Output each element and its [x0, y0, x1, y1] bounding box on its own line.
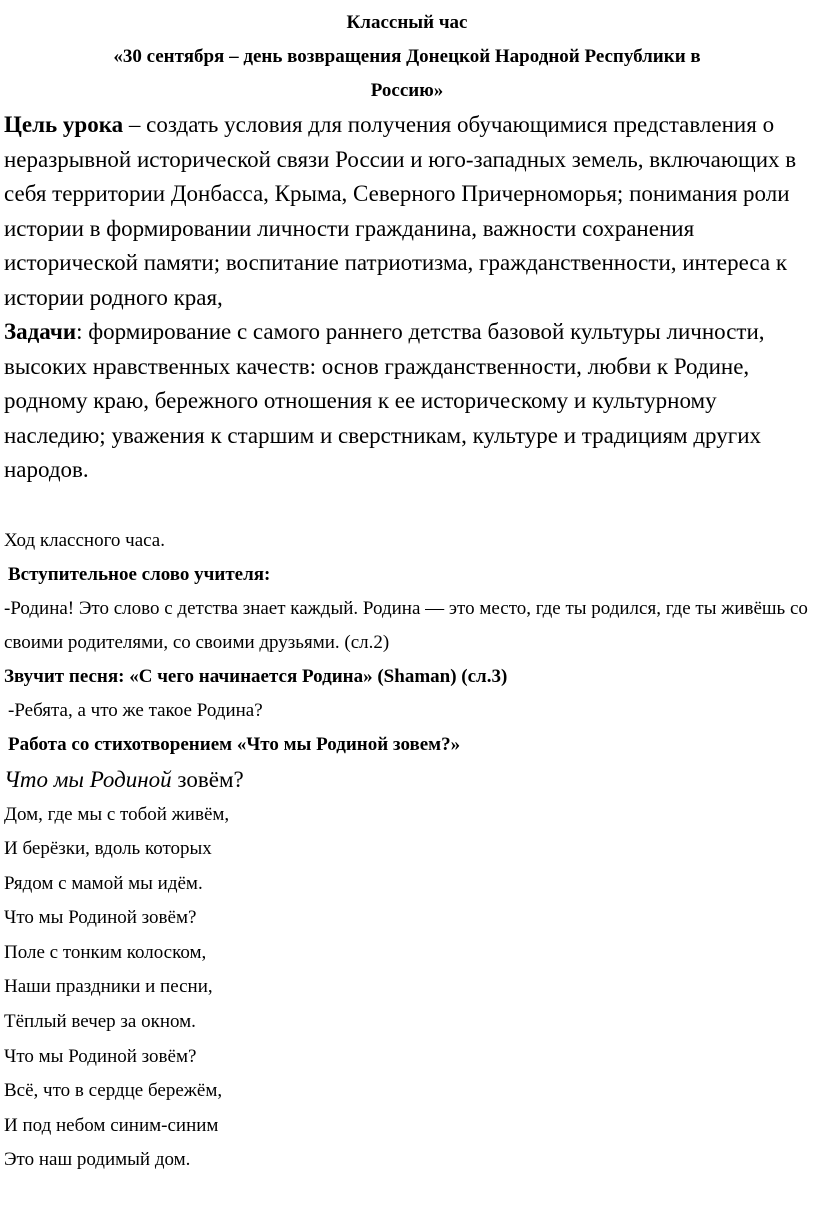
goal-label: Цель урока — [4, 112, 124, 137]
poem-title-rest: зовём? — [171, 766, 244, 792]
tasks-label: Задачи — [4, 319, 77, 344]
poem-title-italic: Что мы Родиной — [4, 766, 172, 792]
intro-text: -Родина! Это слово с детства знает каждый. Родина — это место, где ты родился, где ты живёшь со своими родителями, со своими друзьями. (сл.2) — [4, 597, 808, 653]
poem-line: Что мы Родиной зовём? — [4, 1045, 197, 1067]
tasks-text: : формирование с самого раннего детства базовой культуры личности, высоких нравственных качеств: основ гражданственности, любви к Родине, родному краю, бережного отношения к ее историческому и культурному наследию; уважения к старшим и сверстникам, культуре и традициям других народов. — [4, 319, 765, 482]
poem-line: Это наш родимый дом. — [4, 1149, 191, 1171]
poem-line: Тёплый вечер за окном. — [4, 1011, 196, 1033]
tasks-paragraph — [4, 315, 816, 488]
doc-title-line-1: Классный час — [346, 12, 468, 33]
poem-line: И берёзки, вдоль которых — [4, 838, 212, 860]
poem-title — [4, 762, 816, 798]
question-line: -Ребята, а что же такое Родина? — [8, 699, 263, 721]
poem-line: И под небом синим-синим — [4, 1114, 219, 1136]
poem-line: Поле с тонким колоском, — [4, 941, 207, 963]
goal-paragraph — [4, 108, 816, 315]
intro-heading: Вступительное слово учителя: — [8, 563, 271, 585]
blank-line — [4, 488, 816, 524]
doc-title-line-3: Россию» — [370, 80, 444, 101]
poem-line: Всё, что в сердце бережём, — [4, 1080, 223, 1102]
poem-body — [4, 798, 816, 1179]
doc-title-line-2: «30 сентября – день возвращения Донецкой Народной Республики в — [113, 46, 701, 67]
goal-text: – создать условия для получения обучающимися представления о неразрывной исторической связи России и юго-западных земель, включающих в себя территории Донбасса, Крыма, Северного Причерноморья; понимания роли истории в формировании личности гражданина, важности сохранения исторической памяти; воспитание патриотизма, гражданственности, интереса к истории родного края, — [4, 112, 797, 310]
poem-work-heading: Работа со стихотворением «Что мы Родиной зовем?» — [8, 733, 461, 755]
course-heading: Ход классного часа. — [4, 529, 165, 551]
poem-line: Наши праздники и песни, — [4, 976, 213, 998]
poem-line: Дом, где мы с тобой живём, — [4, 803, 230, 825]
poem-line: Рядом с мамой мы идём. — [4, 872, 203, 894]
poem-line: Что мы Родиной зовём? — [4, 907, 197, 929]
song-line: Звучит песня: «С чего начинается Родина» (Shaman) (сл.3) — [4, 665, 508, 687]
